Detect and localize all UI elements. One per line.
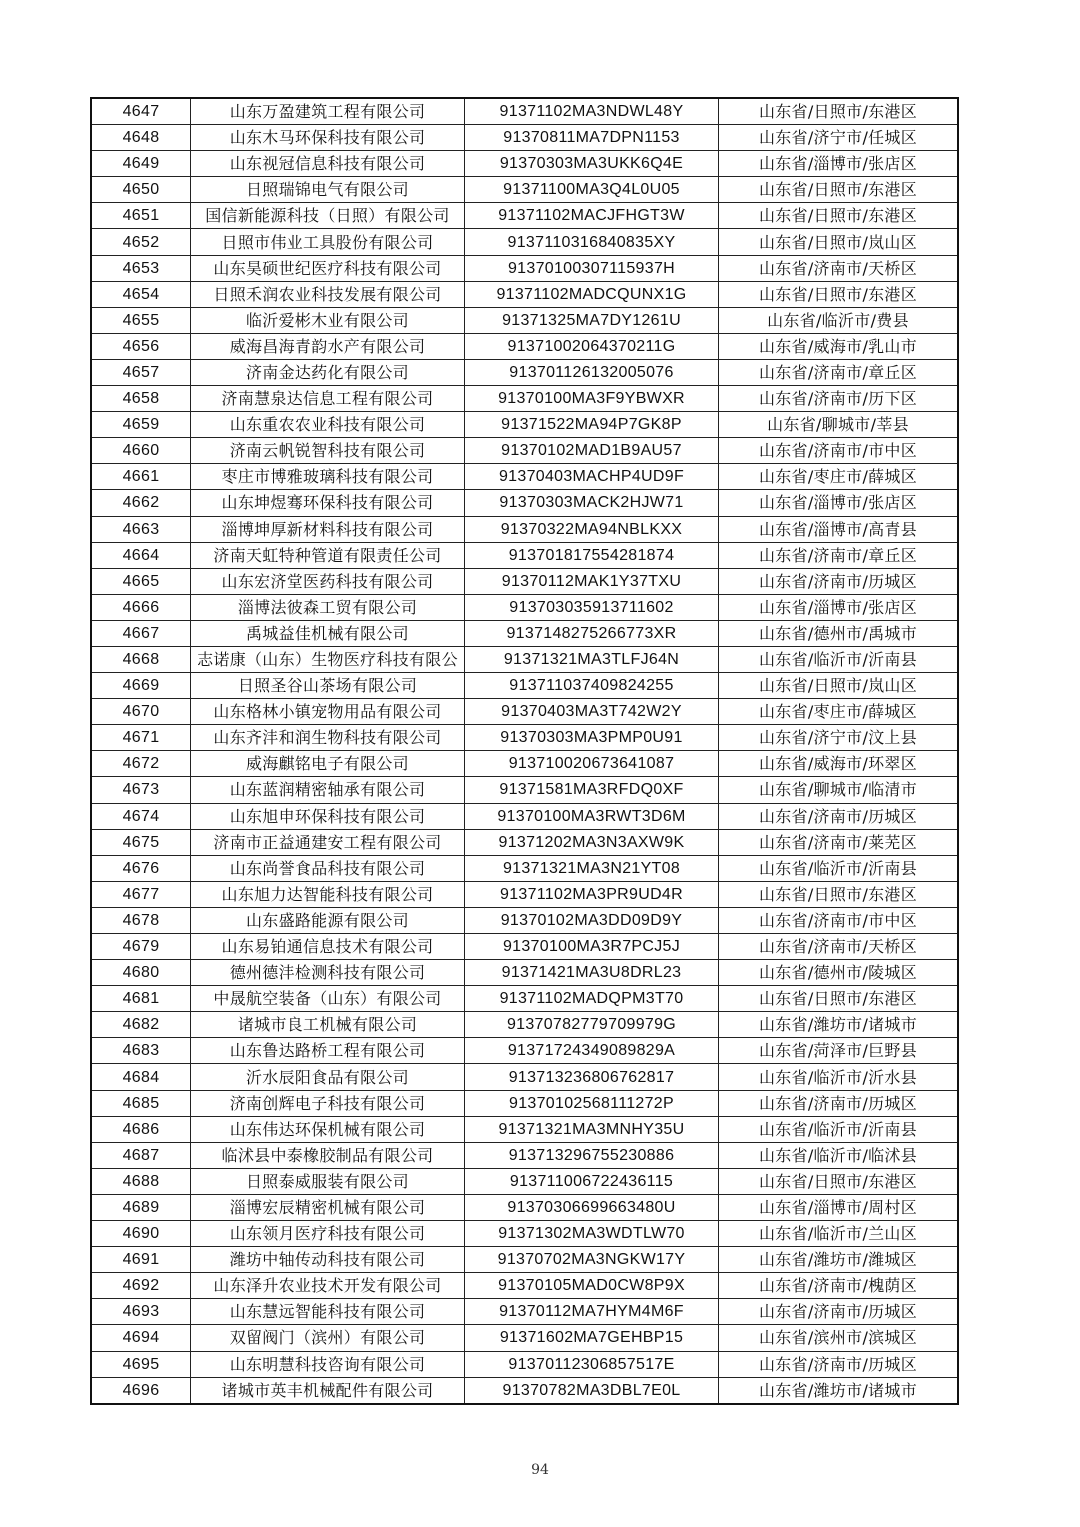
table-row (91, 1012, 958, 1038)
region-cell: 山东省/济南市/历城区 (719, 803, 959, 829)
region-cell: 山东省/济南市/天桥区 (719, 255, 959, 281)
region-cell: 山东省/日照市/东港区 (719, 177, 959, 203)
region-cell: 山东省/济南市/市中区 (719, 438, 959, 464)
credit-code-cell: 91370102MAD1B9AU57 (465, 438, 719, 464)
company-name-cell: 淄博宏辰精密机械有限公司 (191, 1194, 465, 1220)
row-number-cell: 4692 (91, 1273, 191, 1299)
credit-code-cell: 91370782779709979G (465, 1012, 719, 1038)
credit-code-cell: 91371325MA7DY1261U (465, 307, 719, 333)
credit-code-cell: 91370303MA3UKK6Q4E (465, 151, 719, 177)
credit-code-cell: 91371102MACJFHGT3W (465, 203, 719, 229)
table-row (91, 777, 958, 803)
table-row (91, 1273, 958, 1299)
company-name-cell: 日照圣谷山茶场有限公司 (191, 673, 465, 699)
region-cell: 山东省/威海市/环翠区 (719, 751, 959, 777)
row-number-cell: 4660 (91, 438, 191, 464)
region-cell: 山东省/德州市/陵城区 (719, 960, 959, 986)
region-cell: 山东省/济南市/槐荫区 (719, 1273, 959, 1299)
region-cell: 山东省/聊城市/临清市 (719, 777, 959, 803)
row-number-cell: 4670 (91, 699, 191, 725)
row-number-cell: 4693 (91, 1299, 191, 1325)
row-number-cell: 4696 (91, 1377, 191, 1404)
row-number-cell: 4657 (91, 359, 191, 385)
credit-code-cell: 913701817554281874 (465, 542, 719, 568)
region-cell: 山东省/德州市/禹城市 (719, 620, 959, 646)
company-name-cell: 双留阀门（滨州）有限公司 (191, 1325, 465, 1351)
row-number-cell: 4661 (91, 464, 191, 490)
row-number-cell: 4663 (91, 516, 191, 542)
company-name-cell: 济南云帆锐智科技有限公司 (191, 438, 465, 464)
region-cell: 山东省/枣庄市/薛城区 (719, 699, 959, 725)
table-row (91, 412, 958, 438)
region-cell: 山东省/济南市/章丘区 (719, 542, 959, 568)
credit-code-cell: 91371102MA3PR9UD4R (465, 881, 719, 907)
table-row (91, 960, 958, 986)
row-number-cell: 4683 (91, 1038, 191, 1064)
credit-code-cell: 91370702MA3NGKW17Y (465, 1247, 719, 1273)
region-cell: 山东省/济南市/历城区 (719, 1090, 959, 1116)
region-cell: 山东省/临沂市/沂水县 (719, 1064, 959, 1090)
credit-code-cell: 913711006722436115 (465, 1168, 719, 1194)
credit-code-cell: 913701126132005076 (465, 359, 719, 385)
registry-table-body (91, 98, 958, 1404)
row-number-cell: 4690 (91, 1221, 191, 1247)
region-cell: 山东省/济南市/历城区 (719, 1351, 959, 1377)
row-number-cell: 4674 (91, 803, 191, 829)
table-row (91, 1325, 958, 1351)
company-name-cell: 淄博坤厚新材料科技有限公司 (191, 516, 465, 542)
region-cell: 山东省/淄博市/周村区 (719, 1194, 959, 1220)
row-number-cell: 4653 (91, 255, 191, 281)
table-row (91, 881, 958, 907)
company-name-cell: 临沂爱彬木业有限公司 (191, 307, 465, 333)
page-number: 94 (531, 1462, 549, 1478)
table-row (91, 855, 958, 881)
row-number-cell: 4664 (91, 542, 191, 568)
region-cell: 山东省/临沂市/费县 (719, 307, 959, 333)
credit-code-cell: 91371321MA3MNHY35U (465, 1116, 719, 1142)
company-registry-table (90, 97, 959, 1405)
region-cell: 山东省/济南市/历城区 (719, 1299, 959, 1325)
table-row (91, 620, 958, 646)
region-cell: 山东省/日照市/东港区 (719, 1168, 959, 1194)
company-name-cell: 临沭县中泰橡胶制品有限公司 (191, 1142, 465, 1168)
credit-code-cell: 913713236806762817 (465, 1064, 719, 1090)
credit-code-cell: 91370306699663480U (465, 1194, 719, 1220)
credit-code-cell: 91370112MA7HYM4M6F (465, 1299, 719, 1325)
credit-code-cell: 91370303MACK2HJW71 (465, 490, 719, 516)
region-cell: 山东省/菏泽市/巨野县 (719, 1038, 959, 1064)
credit-code-cell: 91370782MA3DBL7E0L (465, 1377, 719, 1404)
row-number-cell: 4681 (91, 986, 191, 1012)
credit-code-cell: 913710020673641087 (465, 751, 719, 777)
table-row (91, 934, 958, 960)
company-name-cell: 山东重农农业科技有限公司 (191, 412, 465, 438)
credit-code-cell: 91370100MA3R7PCJ5J (465, 934, 719, 960)
credit-code-cell: 91370322MA94NBLKXX (465, 516, 719, 542)
company-name-cell: 济南市正益通建安工程有限公司 (191, 829, 465, 855)
credit-code-cell: 91370112306857517E (465, 1351, 719, 1377)
company-name-cell: 日照市伟业工具股份有限公司 (191, 229, 465, 255)
row-number-cell: 4695 (91, 1351, 191, 1377)
credit-code-cell: 91370102568111272P (465, 1090, 719, 1116)
row-number-cell: 4684 (91, 1064, 191, 1090)
row-number-cell: 4671 (91, 725, 191, 751)
region-cell: 山东省/日照市/东港区 (719, 98, 959, 125)
region-cell: 山东省/日照市/东港区 (719, 203, 959, 229)
table-row (91, 907, 958, 933)
table-row (91, 98, 958, 125)
row-number-cell: 4687 (91, 1142, 191, 1168)
row-number-cell: 4677 (91, 881, 191, 907)
company-name-cell: 山东宏济堂医药科技有限公司 (191, 568, 465, 594)
region-cell: 山东省/聊城市/莘县 (719, 412, 959, 438)
company-name-cell: 山东领月医疗科技有限公司 (191, 1221, 465, 1247)
row-number-cell: 4689 (91, 1194, 191, 1220)
company-name-cell: 济南创辉电子科技有限公司 (191, 1090, 465, 1116)
credit-code-cell: 91370403MA3T742W2Y (465, 699, 719, 725)
table-row (91, 673, 958, 699)
region-cell: 山东省/济南市/天桥区 (719, 934, 959, 960)
table-row (91, 1090, 958, 1116)
row-number-cell: 4679 (91, 934, 191, 960)
table-row (91, 1247, 958, 1273)
table-row (91, 594, 958, 620)
table-row (91, 1351, 958, 1377)
row-number-cell: 4669 (91, 673, 191, 699)
region-cell: 山东省/威海市/乳山市 (719, 333, 959, 359)
credit-code-cell: 91370100307115937H (465, 255, 719, 281)
region-cell: 山东省/济宁市/任城区 (719, 125, 959, 151)
company-name-cell: 山东万盈建筑工程有限公司 (191, 98, 465, 125)
row-number-cell: 4656 (91, 333, 191, 359)
credit-code-cell: 91371321MA3TLFJ64N (465, 646, 719, 672)
table-row (91, 255, 958, 281)
row-number-cell: 4647 (91, 98, 191, 125)
credit-code-cell: 91371002064370211G (465, 333, 719, 359)
company-name-cell: 山东伟达环保机械有限公司 (191, 1116, 465, 1142)
table-row (91, 751, 958, 777)
row-number-cell: 4652 (91, 229, 191, 255)
company-name-cell: 德州德沣检测科技有限公司 (191, 960, 465, 986)
table-row (91, 986, 958, 1012)
region-cell: 山东省/淄博市/高青县 (719, 516, 959, 542)
credit-code-cell: 9137148275266773XR (465, 620, 719, 646)
region-cell: 山东省/潍坊市/诸城市 (719, 1377, 959, 1404)
region-cell: 山东省/日照市/东港区 (719, 881, 959, 907)
company-name-cell: 山东格林小镇宠物用品有限公司 (191, 699, 465, 725)
table-row (91, 568, 958, 594)
table-row (91, 1168, 958, 1194)
company-name-cell: 山东蓝润精密轴承有限公司 (191, 777, 465, 803)
credit-code-cell: 91371581MA3RFDQ0XF (465, 777, 719, 803)
credit-code-cell: 91370105MAD0CW8P9X (465, 1273, 719, 1299)
table-row (91, 333, 958, 359)
company-name-cell: 济南金达药化有限公司 (191, 359, 465, 385)
credit-code-cell: 91371100MA3Q4L0U05 (465, 177, 719, 203)
table-row (91, 1377, 958, 1404)
company-name-cell: 山东易铂通信息技术有限公司 (191, 934, 465, 960)
row-number-cell: 4650 (91, 177, 191, 203)
credit-code-cell: 9137110316840835XY (465, 229, 719, 255)
table-row (91, 516, 958, 542)
company-name-cell: 淄博法彼森工贸有限公司 (191, 594, 465, 620)
row-number-cell: 4686 (91, 1116, 191, 1142)
credit-code-cell: 91371102MADQPM3T70 (465, 986, 719, 1012)
region-cell: 山东省/日照市/东港区 (719, 281, 959, 307)
row-number-cell: 4682 (91, 1012, 191, 1038)
company-name-cell: 山东鲁达路桥工程有限公司 (191, 1038, 465, 1064)
company-name-cell: 山东齐沣和润生物科技有限公司 (191, 725, 465, 751)
credit-code-cell: 91370403MACHP4UD9F (465, 464, 719, 490)
row-number-cell: 4675 (91, 829, 191, 855)
row-number-cell: 4680 (91, 960, 191, 986)
region-cell: 山东省/临沂市/临沭县 (719, 1142, 959, 1168)
company-name-cell: 山东尚誉食品科技有限公司 (191, 855, 465, 881)
table-row (91, 229, 958, 255)
region-cell: 山东省/淄博市/张店区 (719, 594, 959, 620)
table-row (91, 177, 958, 203)
table-row (91, 151, 958, 177)
credit-code-cell: 91370303MA3PMP0U91 (465, 725, 719, 751)
credit-code-cell: 91370102MA3DD09D9Y (465, 907, 719, 933)
row-number-cell: 4665 (91, 568, 191, 594)
region-cell: 山东省/临沂市/沂南县 (719, 1116, 959, 1142)
table-row (91, 803, 958, 829)
company-name-cell: 志诺康（山东）生物医疗科技有限公 (191, 646, 465, 672)
company-name-cell: 山东视冠信息科技有限公司 (191, 151, 465, 177)
credit-code-cell: 91370112MAK1Y37TXU (465, 568, 719, 594)
row-number-cell: 4691 (91, 1247, 191, 1273)
region-cell: 山东省/济南市/市中区 (719, 907, 959, 933)
region-cell: 山东省/临沂市/沂南县 (719, 855, 959, 881)
credit-code-cell: 91370100MA3F9YBWXR (465, 386, 719, 412)
credit-code-cell: 91370811MA7DPN1153 (465, 125, 719, 151)
company-name-cell: 诸城市英丰机械配件有限公司 (191, 1377, 465, 1404)
row-number-cell: 4694 (91, 1325, 191, 1351)
table-row (91, 1221, 958, 1247)
table-row (91, 1116, 958, 1142)
company-name-cell: 枣庄市博雅玻璃科技有限公司 (191, 464, 465, 490)
row-number-cell: 4678 (91, 907, 191, 933)
region-cell: 山东省/临沂市/沂南县 (719, 646, 959, 672)
row-number-cell: 4651 (91, 203, 191, 229)
region-cell: 山东省/日照市/东港区 (719, 986, 959, 1012)
region-cell: 山东省/潍坊市/潍城区 (719, 1247, 959, 1273)
credit-code-cell: 91371421MA3U8DRL23 (465, 960, 719, 986)
credit-code-cell: 913711037409824255 (465, 673, 719, 699)
company-name-cell: 山东盛路能源有限公司 (191, 907, 465, 933)
table-row (91, 646, 958, 672)
table-row (91, 281, 958, 307)
credit-code-cell: 91371302MA3WDTLW70 (465, 1221, 719, 1247)
row-number-cell: 4685 (91, 1090, 191, 1116)
company-name-cell: 威海麒铭电子有限公司 (191, 751, 465, 777)
company-name-cell: 济南慧泉达信息工程有限公司 (191, 386, 465, 412)
company-name-cell: 山东昊硕世纪医疗科技有限公司 (191, 255, 465, 281)
table-row (91, 438, 958, 464)
row-number-cell: 4676 (91, 855, 191, 881)
table-row (91, 307, 958, 333)
row-number-cell: 4688 (91, 1168, 191, 1194)
row-number-cell: 4658 (91, 386, 191, 412)
table-row (91, 125, 958, 151)
region-cell: 山东省/淄博市/张店区 (719, 490, 959, 516)
company-name-cell: 国信新能源科技（日照）有限公司 (191, 203, 465, 229)
table-row (91, 1038, 958, 1064)
credit-code-cell: 913703035913711602 (465, 594, 719, 620)
region-cell: 山东省/滨州市/滨城区 (719, 1325, 959, 1351)
table-row (91, 1142, 958, 1168)
table-row (91, 1299, 958, 1325)
company-name-cell: 禹城益佳机械有限公司 (191, 620, 465, 646)
company-name-cell: 沂水辰阳食品有限公司 (191, 1064, 465, 1090)
company-name-cell: 济南天虹特种管道有限责任公司 (191, 542, 465, 568)
table-row (91, 1194, 958, 1220)
table-row (91, 829, 958, 855)
company-name-cell: 山东慧远智能科技有限公司 (191, 1299, 465, 1325)
table-row (91, 464, 958, 490)
credit-code-cell: 91371522MA94P7GK8P (465, 412, 719, 438)
row-number-cell: 4667 (91, 620, 191, 646)
region-cell: 山东省/临沂市/兰山区 (719, 1221, 959, 1247)
company-name-cell: 山东旭申环保科技有限公司 (191, 803, 465, 829)
credit-code-cell: 913713296755230886 (465, 1142, 719, 1168)
region-cell: 山东省/日照市/岚山区 (719, 229, 959, 255)
company-name-cell: 诸城市良工机械有限公司 (191, 1012, 465, 1038)
company-name-cell: 日照瑞锦电气有限公司 (191, 177, 465, 203)
company-name-cell: 威海昌海青韵水产有限公司 (191, 333, 465, 359)
credit-code-cell: 91371321MA3N21YT08 (465, 855, 719, 881)
region-cell: 山东省/枣庄市/薛城区 (719, 464, 959, 490)
company-name-cell: 日照禾润农业科技发展有限公司 (191, 281, 465, 307)
company-name-cell: 山东泽升农业技术开发有限公司 (191, 1273, 465, 1299)
row-number-cell: 4659 (91, 412, 191, 438)
table-row (91, 203, 958, 229)
region-cell: 山东省/淄博市/张店区 (719, 151, 959, 177)
region-cell: 山东省/日照市/岚山区 (719, 673, 959, 699)
row-number-cell: 4648 (91, 125, 191, 151)
company-name-cell: 中晟航空装备（山东）有限公司 (191, 986, 465, 1012)
row-number-cell: 4673 (91, 777, 191, 803)
credit-code-cell: 91371102MA3NDWL48Y (465, 98, 719, 125)
row-number-cell: 4668 (91, 646, 191, 672)
table-row (91, 542, 958, 568)
row-number-cell: 4666 (91, 594, 191, 620)
table-row (91, 359, 958, 385)
table-row (91, 1064, 958, 1090)
region-cell: 山东省/济南市/历下区 (719, 386, 959, 412)
company-name-cell: 山东木马环保科技有限公司 (191, 125, 465, 151)
credit-code-cell: 91371202MA3N3AXW9K (465, 829, 719, 855)
credit-code-cell: 91370100MA3RWT3D6M (465, 803, 719, 829)
credit-code-cell: 91371724349089829A (465, 1038, 719, 1064)
table-row (91, 725, 958, 751)
region-cell: 山东省/济南市/章丘区 (719, 359, 959, 385)
company-name-cell: 山东坤煜骞环保科技有限公司 (191, 490, 465, 516)
row-number-cell: 4662 (91, 490, 191, 516)
credit-code-cell: 91371102MADCQUNX1G (465, 281, 719, 307)
region-cell: 山东省/济南市/历城区 (719, 568, 959, 594)
row-number-cell: 4655 (91, 307, 191, 333)
company-name-cell: 山东明慧科技咨询有限公司 (191, 1351, 465, 1377)
company-name-cell: 潍坊中轴传动科技有限公司 (191, 1247, 465, 1273)
table-row (91, 699, 958, 725)
row-number-cell: 4649 (91, 151, 191, 177)
table-row (91, 386, 958, 412)
row-number-cell: 4672 (91, 751, 191, 777)
company-name-cell: 山东旭力达智能科技有限公司 (191, 881, 465, 907)
region-cell: 山东省/济南市/莱芜区 (719, 829, 959, 855)
row-number-cell: 4654 (91, 281, 191, 307)
credit-code-cell: 91371602MA7GEHBP15 (465, 1325, 719, 1351)
region-cell: 山东省/济宁市/汶上县 (719, 725, 959, 751)
region-cell: 山东省/潍坊市/诸城市 (719, 1012, 959, 1038)
table-row (91, 490, 958, 516)
company-name-cell: 日照泰威服装有限公司 (191, 1168, 465, 1194)
